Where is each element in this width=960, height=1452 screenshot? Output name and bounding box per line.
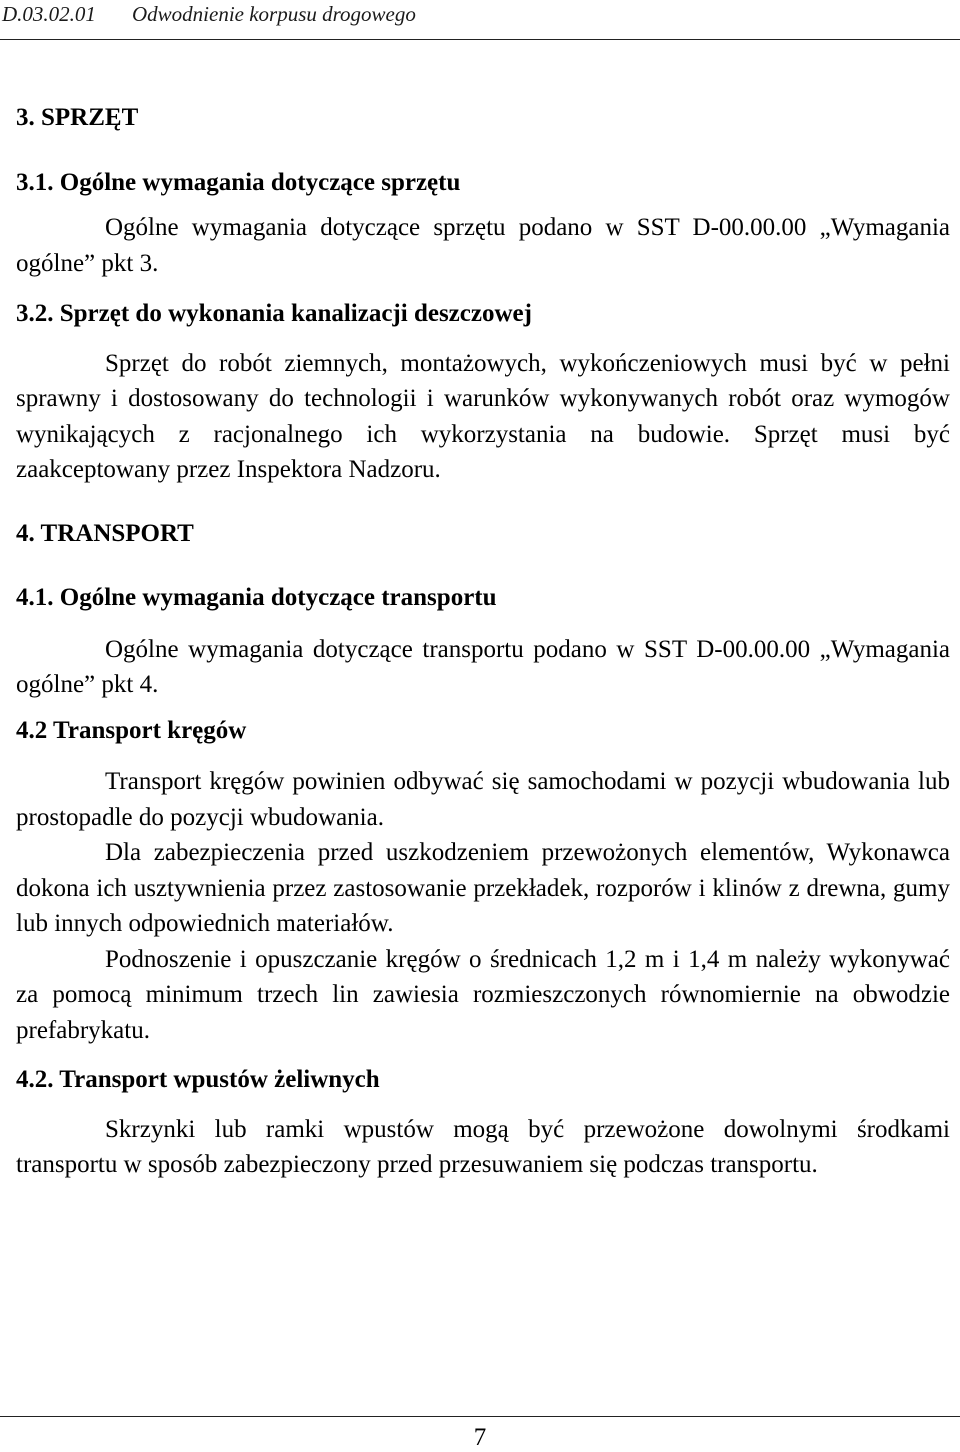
page-header [0,0,960,36]
document-code: D.03.02.01 [2,2,96,26]
section-4-1-heading: 4.1. Ogólne wymagania dotyczące transportu [16,584,497,611]
section-3-1-paragraph: Ogólne wymagania dotyczące sprzętu podano w SST D-00.00.00 „Wymagania ogólne” pkt 3. [16,214,950,277]
section-3-1-heading: 3.1. Ogólne wymagania dotyczące sprzętu [16,168,461,196]
section-4-2-heading: 4.2 Transport kręgów [16,716,247,744]
document-body [16,100,950,1183]
document-title: Odwodnienie korpusu drogowego [132,2,416,26]
section-4-heading: 4. TRANSPORT [16,519,194,547]
section-4-2-wpusty-paragraph: Skrzynki lub ramki wpustów mogą być przewożone dowolnymi środkami transportu w sposób zabezpieczony przed przesuwaniem się podczas transportu. [16,1115,950,1178]
section-4-2-paragraph-3: Podnoszenie i opuszczanie kręgów o średnicach 1,2 m i 1,4 m należy wykonywać za pomocą minimum trzech lin zawiesia rozmieszczonych równomiernie na obwodzie prefabrykatu. [16,945,950,1044]
section-3-2-heading: 3.2. Sprzęt do wykonania kanalizacji deszczowej [16,300,532,327]
section-4-2-wpusty-heading: 4.2. Transport wpustów żeliwnych [16,1066,380,1093]
section-4-2-paragraph-2: Dla zabezpieczenia przed uszkodzeniem przewożonych elementów, Wykonawca dokona ich usztywnienia przez zastosowanie przekładek, rozporów i klinów z drewna, gumy lub innych odpowiednich materiałów. [16,839,950,937]
section-3-2-paragraph: Sprzęt do robót ziemnych, montażowych, wykończeniowych musi być w pełni sprawny i dostosowany do technologii i warunków wykonywanych robót oraz wymogów wynikających z racjonalnego ich wykorzystania na budowie. Sprzęt musi być zaakceptowany przez Inspektora Nadzoru. [16,349,950,483]
header-divider [0,39,960,40]
page-number: 7 [473,1424,487,1451]
section-4-1-paragraph: Ogólne wymagania dotyczące transportu podano w SST D-00.00.00 „Wymagania ogólne” pkt 4. [16,635,950,698]
section-4-2-paragraph-1: Transport kręgów powinien odbywać się samochodami w pozycji wbudowania lub prostopadle do pozycji wbudowania. [16,768,950,831]
section-3-heading: 3. SPRZĘT [16,104,139,131]
footer-divider [0,1416,960,1417]
